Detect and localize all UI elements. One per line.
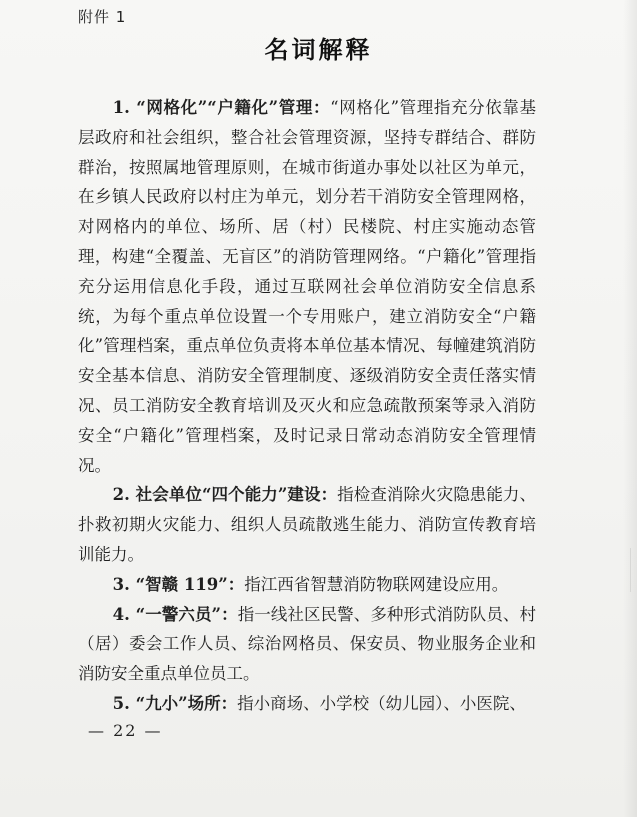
page-number: — 22 — bbox=[88, 721, 163, 740]
definition-paragraph-1 bbox=[78, 93, 536, 480]
definition-text: “网格化”管理指充分依靠基层政府和社会组织，整合社会管理资源，坚持专群结合、群防群治，按照属地管理原则，在城市街道办事处以社区为单元，在乡镇人民政府以村庄为单元，划分若干消防安全管理网格，对网格内的单位、场所、居（村）民楼院、村庄实施动态管理，构建“全覆盖、无盲区”的消防管理网络。“户籍化”管理指充分运用信息化手段，通过互联网社会单位消防安全信息系统，为每个重点单位设置一个专用账户，建立消防安全“户籍化”管理档案，重点单位负责将本单位基本情况、每幢建筑消防安全基本信息、消防安全管理制度、逐级消防安全责任落实情况、员工消防安全教育培训及灭火和应急疏散预案等录入消防安全“户籍化”管理档案，及时记录日常动态消防安全管理情况。 bbox=[78, 98, 537, 475]
definition-term: 2. 社会单位“四个能力”建设： bbox=[112, 485, 338, 505]
attachment-label: 附件 1 bbox=[78, 8, 127, 26]
definition-paragraph-5 bbox=[78, 689, 536, 719]
page-edge-shadow bbox=[623, 0, 637, 817]
definition-text: 指小商场、小学校（幼儿园）、小医院、 bbox=[237, 693, 526, 713]
definition-paragraph-2 bbox=[78, 480, 536, 569]
definition-text: 指一线社区民警、多种形式消防队员、村（居）委会工作人员、综治网格员、保安员、物业服务企业和消防安全重点单位员工。 bbox=[78, 604, 536, 684]
definition-text: 指江西省智慧消防物联网建设应用。 bbox=[244, 574, 509, 594]
definition-term: 5. “九小”场所： bbox=[112, 693, 238, 713]
definition-term: 4. “一警六员”： bbox=[112, 604, 238, 624]
definition-text: 指检查消除火灾隐患能力、扑救初期火灾能力、组织人员疏散逃生能力、消防宣传教育培训能力。 bbox=[78, 485, 537, 564]
definition-paragraph-4 bbox=[78, 600, 536, 689]
definition-term: 1. “网格化”“户籍化”管理： bbox=[112, 98, 331, 117]
definition-term: 3. “智赣 119”： bbox=[112, 574, 245, 594]
page-title: 名词解释 bbox=[264, 36, 373, 64]
document-body bbox=[78, 93, 536, 719]
scan-mark bbox=[630, 548, 631, 592]
definition-paragraph-3 bbox=[78, 570, 536, 600]
